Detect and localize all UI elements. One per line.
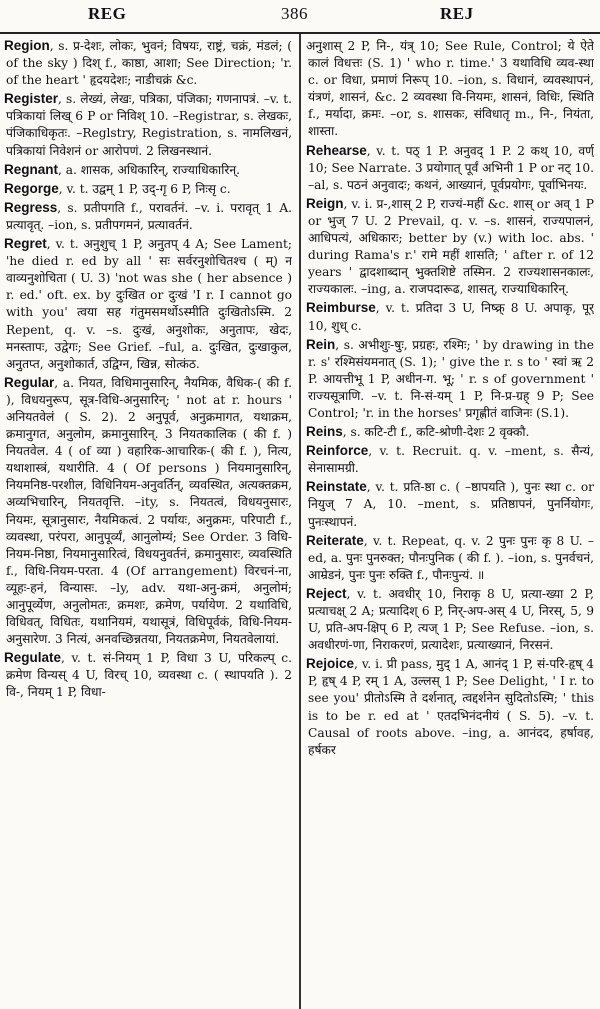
dictionary-entry [306, 142, 594, 194]
dictionary-entry [306, 655, 594, 759]
headword: Reinstate [306, 479, 367, 495]
dictionary-entry [4, 199, 292, 234]
headword: Reins [306, 424, 343, 440]
dictionary-entry [306, 195, 594, 299]
dictionary-entry [306, 532, 594, 584]
running-header [0, 0, 600, 30]
headword: Reimburse [306, 300, 376, 316]
headword: Regress [4, 199, 58, 215]
dictionary-entry [306, 423, 594, 441]
dictionary-entry [306, 336, 594, 422]
definition: , s. कटि-टी f., कटि-श्रोणी-देशः 2 वृक्कौ. [342, 425, 530, 440]
dictionary-entry [4, 180, 292, 198]
dictionary-entry [4, 374, 292, 649]
dictionary-entry [4, 235, 292, 373]
headword: Regret [4, 236, 47, 252]
definition: , s. अभीशुः-षुः, प्रग्रहः, रश्मिः; ' by drawing in the r. s' रश्मिसंयमनात् (S. 1); ' give the r. s to ' स्वां ऋ 2 P. आयत्तीभू 1 P, अधीन-ग. भू; ' r. s of government ' राज्यसूत्राणि. –v. t. नि-सं-यम् 1 P, नि-प्र-ग्रह् 9 P; See Control; 'r. in the horses' प्रगृह्णीतं वाजिनः (S.1). [308, 337, 594, 420]
column-divider [299, 34, 301, 1009]
page-number: 386 [281, 4, 308, 23]
headword: Reject [306, 585, 347, 601]
definition: , a. नियत, विधिमानुसारिन्, नैयमिक, वैधिक-( की f. ), विधयनुरूप, सूत्र-विधि-अनुसारिन्; ' not at r. hours ' अनियतवेलं ( S. 2). 2 अनुपूर्व, अनुक्रमागत, यथाक्रम, क्रमानुगत, अनुलोम, क्रमानुसारिन्. 3 नियतकालिक ( की f. ) नियतवेल. 4 ( of व्या ) वहारिक-आचारिक-( की f. ), नित्य, यथाशास्त्रं, यथारीति. 4 ( Of persons ) नियमानुसारिन्, नियमनिष्ठ-परशील, विधिनियम-अनुवर्तिन्, व्यवस्थित, अत्यक्तक्रम, अव्यभिचारिन्, नियतवृत्ति. –ity, s. नियतत्वं, विधयनुसारः, नियमः, सूत्रानुसारः, नैयमिकत्वं. 2 पर्यायः, अनुक्रमः, परिपाटी f., व्यवस्था, परंपरा, आनुपूर्व्यं, आनुलोम्यं; See Order. 3 विधि-नियम-निष्ठा, नियमानुसारित्वं, विधयनुवर्तनं, क्रमानुसारः, व्यवस्थिति f., विधि-नियम-परता. 4 (Of arrangement) विरचनं-ना, व्यूहः-हनं, विन्यासः. –ly, adv. यथा-अनु-क्रमं, अनुलोमं; आनुपूर्व्येण, अनुलोमतः, क्रमशः, क्रमेण, पर्यायेण. 2 यथाविधि, विधिवत्, विधितः, यथानियमं, यथासूत्रं, विधिपूर्वकं, विधि-नियम-अनुसारेण. 3 नित्यं, अनवच्छिन्नतया, नियतक्रमेण, नियतवेलायां. [6, 375, 292, 647]
definition: , v. t. सं-नियम् 1 P, विधा 3 U, परिकल्प् c. क्रमेण विन्यस् 4 U, विरच् 10, व्यवस्था c. ( स्थापयति ). 2 वि-, नियम् 1 P, विधा- [6, 651, 292, 700]
left-guide-word: REG [88, 4, 127, 23]
headword: Reiterate [306, 532, 364, 548]
headword: Reinforce [306, 443, 369, 459]
dictionary-entry [306, 585, 594, 654]
left-column [4, 37, 292, 1005]
headword: Regnant [4, 161, 58, 177]
dictionary-entry [4, 161, 292, 179]
definition: , v. t. प्रतिदा 3 U, निष्क्र् 8 U. अपाकृ, पूर् 10, शुध् c. [308, 301, 594, 333]
definition: , v. t. अवधीर् 10, निराकृ 8 U, प्रत्या-ख्या 2 P, प्रत्याचक्ष् 2 A; प्रत्यादिश् 6 P, निर्-अप-अस् 4 U, निरस्, 5, 9 U, प्रति-अप-क्षिप् 6 P, त्यज् 1 P; See Refuse. –ion, s. अवधीरणं-णा, निराकरणं, प्रत्यादेशः, प्रत्याख्यानं, निरसनं. [308, 586, 594, 653]
right-column [306, 37, 594, 1005]
headword: Regorge [4, 180, 59, 196]
headword: Rein [306, 336, 336, 352]
headword: Regular [4, 374, 55, 390]
dictionary-entry [306, 442, 594, 477]
dictionary-entry-continued [306, 37, 594, 141]
definition: , s. प्र-देशः, लोकः, भुवनं; विषयः, राष्ट्रं, चक्रं, मंडलं; ( of the sky ) दिश् f., काष्ठा, आशा; See Direction; 'r. of the heart ' हृदयदेशः; नाडीचक्रं &c. [6, 39, 292, 88]
headword: Rejoice [306, 656, 355, 672]
definition: , v. t. Recruit. q. v. –ment, s. सैन्यं, सेनासामग्री. [308, 444, 594, 476]
definition: , s. प्रतीपगति f., परावर्तनं. –v. i. परावृत् 1 A. प्रत्यावृत्. –ion, s. प्रतीपगमनं, प्रत्यावर्तनं. [6, 200, 292, 232]
definition: , v. i. प्री pass, मुद् 1 A, आनंद् 1 P, सं-परि-हृष् 4 P, हृष् 4 P, रम् 1 A, उल्लस् 1 P; See Delight, ' I r. to see you' प्रीतोऽस्मि ते दर्शनात्, त्वद्दर्शनेन सुदितोऽस्मि; ' this is to be r. ed at ' एतदभिनंदनीयं ( S. 5). –v. t. Causal of roots above. –ing, a. आनंदद, हर्षावह, हर्षकर [308, 657, 594, 757]
definition: , v. t. अनुशुच् 1 P, अनुतप् 4 A; See Lament; 'he died r. ed by all ' सः सर्वरनुशोचितश्च ( म्) न वाव्यनुशोचिता ( U. 3) 'not was she ( her absence ) r. ed.' oft. ex. by दुःखित or दुःखं 'I r. I cannot go with you' त्वया सह गंतुमसमर्थोऽस्मीति दुःखितोऽस्मि. 2 Repent, q. v. –s. दुःखं, अनुशोकः, अनुतापः, खेदः, मनस्तापः, उद्वेगः; See Grief. –ful, a. दुःखित, दुःखाकुल, अनुतप्त, अनुशोकार्त, उद्विग्न, खिन्न, सोत्कंठ. [6, 237, 292, 371]
right-guide-word: REJ [440, 4, 474, 23]
headword: Register [4, 91, 59, 107]
headword: Region [4, 38, 50, 53]
headword: Rehearse [306, 142, 367, 158]
dictionary-entry [306, 299, 594, 334]
dictionary-entry [306, 478, 594, 530]
dictionary-entry [4, 90, 292, 159]
definition: , v. t. प्रति-ष्ठा c. ( –ष्ठापयति ), पुनः स्था c. or नियुज् 7 A, 10. –ment, s. प्रतिष्ठापनं, पुनर्नियोगः, पुनःस्थापनं. [308, 480, 594, 529]
dictionary-entry [4, 37, 292, 89]
definition: , v. t. उद्वम् 1 P, उद्-गृ 6 P, निःसृ c. [58, 181, 231, 196]
definition: , v. i. प्र-,शास् 2 P, राज्यं-महीं &c. शास् or अव् 1 P or भुज् 7 U. 2 Prevail, q. v. –s. शासनं, राज्यपालनं, आधिपत्यं, अधिकारः; better by (v.) with loc. abs. ' during Rama's r.' रामे महीं शासति; ' after r. of 12 years ' द्वादशाब्दान् भुक्तशिष्टे तस्मिन. 2 राज्यशासनकालः, राज्यकालः. –ing, a. राजपदारूढ, शासत्, राज्याधिकारिन्. [308, 196, 594, 297]
definition: , v. t. Repeat, q. v. 2 पुनः पुनः कृ 8 U. –ed, a. पुनः पुनरुक्त; पौनःपुनिक ( की f. ). –ion, s. पुनर्वचनं, आम्रेडनं, पुनः पुनः रुक्ति f., पौनःपुन्यं. ॥ [308, 533, 594, 582]
headword: Reign [306, 195, 344, 211]
definition: , a. शासक, अधिकारिन्, राज्याधिकारिन्. [58, 162, 240, 177]
definition: , s. लेख्यं, लेखः, पत्रिका, पंजिका; गणनापत्रं. –v. t. पत्रिकायां लिख् 6 P or निविश् 10. –Registrar, s. लेखकः, पंजिकाधिकृतः. –Reglstry, Registration, s. नामलिखनं, पत्रिकायां निवेशनं or आरोपणं. 2 लिखनस्थानं. [6, 92, 292, 158]
dictionary-entry [4, 649, 292, 701]
definition: , v. t. पठ् 1 P. अनुवद् 1 P. 2 कथ् 10, वर्ण् 10; See Narrate. 3 प्रयोगात् पूर्वं अभिनी 1 P or नट् 10. –al, s. पठनं अनुवादः; कथनं, आख्यानं, पूर्वप्रयोगः, पूर्वाभिनयः. [308, 143, 594, 192]
definition: अनुशास् 2 P, नि-, यंत्र् 10; See Rule, Control; ये ऐते कालं विधत्तः (S. 1) ' who r. time.' 3 यथाविधि व्यव-स्था c. or विधा, प्रमाणं निरूप् 10. –ion, s. विधानं, व्यवस्थापनं, यंत्रणं, शासनं, &c. 2 व्यवस्था वि-नियमः, शासनं, विधिः, स्थिति f., मर्यादा, क्रमः. –or, s. शासकः, संविधातृ m., नि-, नियंता, शास्ता. [306, 39, 594, 139]
headword: Regulate [4, 650, 62, 666]
